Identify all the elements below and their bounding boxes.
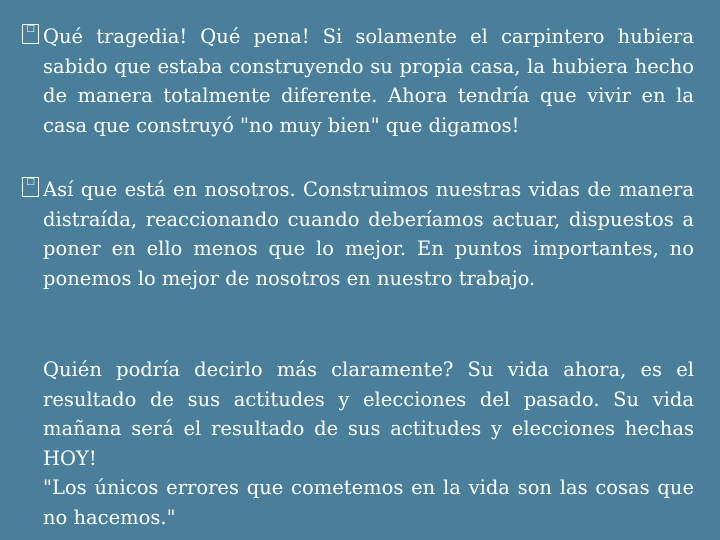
quote-text: "Los únicos errores que cometemos en la vida son las cosas que no hacemos." [43,476,694,529]
paragraph-1 [22,22,694,140]
paragraph-2-text: Así que está en nosotros. Construimos nuestras vidas de manera distraída, reaccionando cuando deberíamos actuar, dispuestos a poner en ello menos que lo mejor. En puntos importantes, no ponemos lo mejor de nosotros en nuestro trabajo. [43,178,694,290]
paragraph-2 [22,175,694,293]
paragraph-3 [22,355,694,532]
bullet-icon: □ [22,177,39,197]
paragraph-1-text: Qué tragedia! Qué pena! Si solamente el carpintero hubiera sabido que estaba construyendo su propia casa, la hubiera hecho de manera totalmente diferente. Ahora tendría que vivir en la casa que construyó "no muy bien" que digamos! [43,25,694,137]
paragraph-3-text: Quién podría decirlo más claramente? Su vida ahora, es el resultado de sus actitudes y elecciones del pasado. Su vida mañana será el resultado de sus actitudes y elecciones hechas HOY! [43,358,694,470]
bullet-icon: □ [22,24,39,44]
